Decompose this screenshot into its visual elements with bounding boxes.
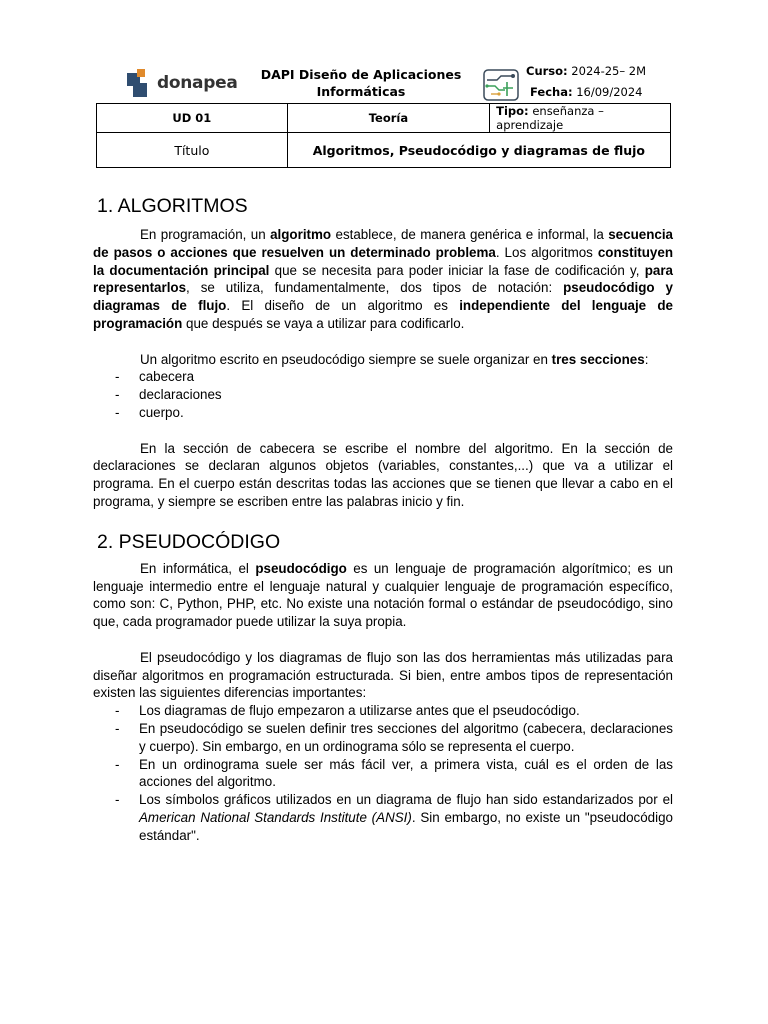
text-run: . Sin embargo, no existe un "pseudocódigo estándar". bbox=[139, 809, 673, 843]
text-run: : bbox=[644, 351, 649, 367]
fecha-label: Fecha: bbox=[530, 85, 573, 99]
list-item-text: Los diagramas de flujo empezaron a utilizarse antes que el pseudocódigo. bbox=[139, 703, 580, 719]
bold-run: independiente del lenguaje de programación bbox=[93, 298, 674, 331]
text-run: . Los algoritmos bbox=[495, 244, 598, 260]
list-item-text: cuerpo. bbox=[139, 404, 184, 420]
bold-run: para representarlos bbox=[93, 262, 673, 296]
type-short-cell: Teoría bbox=[287, 104, 489, 133]
text-run: En informática, el bbox=[140, 560, 256, 576]
text-run: es un lenguaje de programación algorítmico; es un lenguaje intermedio entre el lenguaje natural y cualquier lenguaje de programación específico, como son: C, Python, PHP, etc. No existe una notación formal o estándar de pseudocódigo, sino que, cada programador puede utilizar la suya propia. bbox=[93, 560, 674, 630]
list-item-text: En un ordinograma suele ser más fácil ver, a primera vista, cuál es el orden de las acciones del algoritmo. bbox=[139, 756, 673, 790]
section-heading-pseudocodigo: 2. PSEUDOCÓDIGO bbox=[97, 530, 281, 553]
tipo-value: enseñanza –aprendizaje bbox=[496, 104, 604, 132]
logo-text: donapea bbox=[157, 73, 238, 93]
list-item: - cuerpo. bbox=[115, 404, 184, 420]
bold-run: pseudocódigo y diagramas de flujo bbox=[93, 280, 673, 314]
text-run: En programación, un bbox=[140, 227, 271, 242]
course-title bbox=[250, 66, 472, 100]
list-item: - En pseudocódigo se suelen definir tres secciones del algoritmo (cabecera, declaraciones y cuerpo). Sin embargo, en un ordinograma sólo se representa el cuerpo. bbox=[115, 720, 673, 754]
curso-meta bbox=[526, 64, 646, 78]
bold-run: pseudocódigo bbox=[255, 560, 347, 576]
course-title-line2: Informáticas bbox=[316, 84, 406, 99]
diferencias-list bbox=[93, 702, 673, 844]
tipo-label: Tipo: bbox=[496, 104, 529, 118]
secciones-list bbox=[93, 368, 673, 421]
section-heading-algoritmos: 1. ALGORITMOS bbox=[97, 195, 248, 217]
paragraph-tres-secciones bbox=[93, 351, 673, 369]
bold-run: tres secciones bbox=[551, 351, 645, 367]
document-body bbox=[93, 194, 673, 845]
header-table bbox=[96, 103, 671, 168]
text-run: Los símbolos gráficos utilizados en un diagrama de flujo han sido estandarizados por el bbox=[139, 792, 673, 808]
list-item: - declaraciones bbox=[115, 387, 222, 403]
fecha-meta bbox=[530, 85, 643, 99]
list-item-text: En pseudocódigo se suelen definir tres secciones del algoritmo (cabecera, declaraciones y cuerpo). Sin embargo, en un ordinograma sólo se representa el cuerpo. bbox=[139, 720, 673, 754]
list-item-text: cabecera bbox=[139, 369, 195, 385]
title-label-cell bbox=[97, 133, 288, 168]
text-run: Un algoritmo escrito en pseudocódigo siempre se suele organizar en bbox=[140, 351, 552, 367]
title-label: Título bbox=[174, 142, 210, 158]
list-item: - cabecera bbox=[115, 369, 195, 385]
bold-run: constituyen la documentación principal bbox=[93, 244, 674, 278]
text-run: , se utiliza, fundamentalmente, dos tipos de notación: bbox=[186, 280, 564, 296]
logo-mark-icon bbox=[127, 69, 151, 97]
circuit-board-icon bbox=[483, 68, 519, 102]
fecha-value: 16/09/2024 bbox=[572, 85, 643, 99]
title-value: Algoritmos, Pseudocódigo y diagramas de flujo bbox=[312, 142, 645, 158]
text-run: . El diseño de un algoritmo es bbox=[226, 298, 460, 314]
text-run: establece, de manera genérica e informal, la bbox=[331, 227, 609, 242]
paragraph-herramientas: El pseudocódigo y los diagramas de flujo son las dos herramientas más utilizadas para diseñar algoritmos en programación estructurada. Si bien, entre ambos tipos de representación existen las siguientes diferencias importantes: bbox=[93, 649, 673, 701]
list-item-text: declaraciones bbox=[139, 387, 222, 403]
bold-run: algoritmo bbox=[270, 227, 332, 242]
curso-label: Curso: bbox=[526, 64, 568, 78]
list-item: - Los diagramas de flujo empezaron a utilizarse antes que el pseudocódigo. bbox=[115, 703, 580, 719]
text-run: que se necesita para poder iniciar la fase de codificación y, bbox=[269, 262, 645, 278]
title-value-cell bbox=[287, 133, 670, 168]
logo bbox=[127, 68, 238, 98]
tipo-cell bbox=[490, 104, 671, 133]
italic-run: American National Standards Institute (ANSI) bbox=[139, 809, 412, 825]
paragraph-algoritmo-definition bbox=[93, 226, 673, 333]
paragraph-pseudocodigo-definition bbox=[93, 560, 673, 631]
unit-cell: UD 01 bbox=[97, 104, 288, 133]
course-title-line1: DAPI Diseño de Aplicaciones bbox=[260, 67, 462, 82]
text-run: que después se vaya a utilizar para codificarlo. bbox=[182, 315, 465, 331]
list-item: - Los símbolos gráficos utilizados en un diagrama de flujo han sido estandarizados por el American National Standards Institute (ANSI). Sin embargo, no existe un "pseudocódigo estándar". bbox=[115, 792, 673, 843]
bold-run: secuencia de pasos o acciones que resuelven un determinado problema bbox=[93, 227, 673, 260]
paragraph-cabecera-description: En la sección de cabecera se escribe el nombre del algoritmo. En la sección de declaraciones se declaran algunos objetos (variables, constantes,...) que va a utilizar el programa. En el cuerpo están descritas todas las acciones que se tienen que llevar a cabo en el programa, y siempre se escriben entre las palabras inicio y fin. bbox=[93, 440, 673, 509]
curso-value: 2024-25– 2M bbox=[567, 64, 647, 78]
list-item: - En un ordinograma suele ser más fácil ver, a primera vista, cuál es el orden de las acciones del algoritmo. bbox=[115, 756, 673, 790]
